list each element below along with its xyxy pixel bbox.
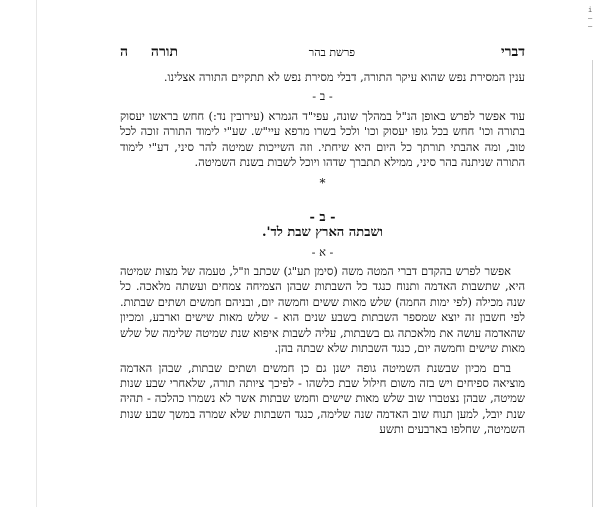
section-separator-star: * [319, 176, 326, 191]
intro-paragraph: ענין המסירת נפש שהוא עיקר התורה, דבלי מסירת נפש לא תתקיים התורה אצלינו. [163, 70, 525, 84]
header-parsha: פרשת בהר [308, 46, 355, 59]
section-title: ושבתה הארץ שבת לד'. [262, 225, 383, 241]
page-body [120, 70, 525, 442]
scan-edge-left [36, 0, 37, 507]
header-book-title: דברי [500, 44, 525, 60]
scan-edge-right [592, 60, 593, 507]
subsection-divider-a: - א - [311, 244, 334, 259]
scan-corner-marks: i — — [588, 6, 593, 30]
subsection-divider-b: - ב - [312, 89, 333, 104]
paragraph-a1: אפשר לפרש בהקדם דברי המטה משה (סימן תע"ג) שכתב וז"ל, טעמה של מצות שמיטה היא, שתשבות האדמה ותנוח כנגד כל השבתות שבהן הצמיחה צמחים ועשתה מלאכה. כל שנה מכילה (לפי ימות החמה) שלש מאות ששים וחמשה יום, ובניהם חמשים ושתים שבתות. לפי חשבון זה יוצא שמספר השבתות בשבע שנים הוא - שלש מאות שישים וארבע, ומכיון שהאדמה עושה את מלאכתה גם בשבתות, עליה לשבות איפוא שנת שמיטה שלימה של שלש מאות שישים וחמשה יום, כנגד השבתות שלא שבתה בהן. [120, 264, 525, 356]
paragraph-a2: ברם מכיון שבשנת השמיטה גופה ישנן גם כן חמשים ושתים שבתות, שבהן האדמה מוציאה ספיחים ויש בזה משום חילול שבת כלשהו - לפיכך ציותה תורה, שלאחרי שבע שנות שמיטה, שבהן נצטברו שוב שלש מאות שישים וחמש שבתות אשר לא נשמרו כהלכה - תהיה שנת יובל, למען תנוח שוב האדמה שנה שלימה, כנגד השבתות שלא שמרה במשך שבע שנות השמיטה, שחלפו בארבעים ותשע [120, 360, 525, 437]
paragraph-b: עוד אפשר לפרש באופן הנ"ל במהלך שונה, עפי"ד הגמרא (עירובין נד:) חחש בראשו יעסוק בתורה וכו' חחש בכל גופו יעסוק וכו' ולכל בשרו מרפא עיי"ש. שע"י לימוד התורה זוכה לכל טוב, ומה אהבתי תורתך כל היום היא שיחתי. וזה השייכות שמיטה להר סיני, דע"י לימוד התורה שניתנה בהר סיני, ממילא תתברך שדהו ויוכל לשבות בשנת השמיטה. [120, 108, 525, 170]
header-page-label: תורה ה [120, 44, 178, 60]
section-number: - ב - [309, 209, 336, 225]
running-header [120, 44, 525, 62]
